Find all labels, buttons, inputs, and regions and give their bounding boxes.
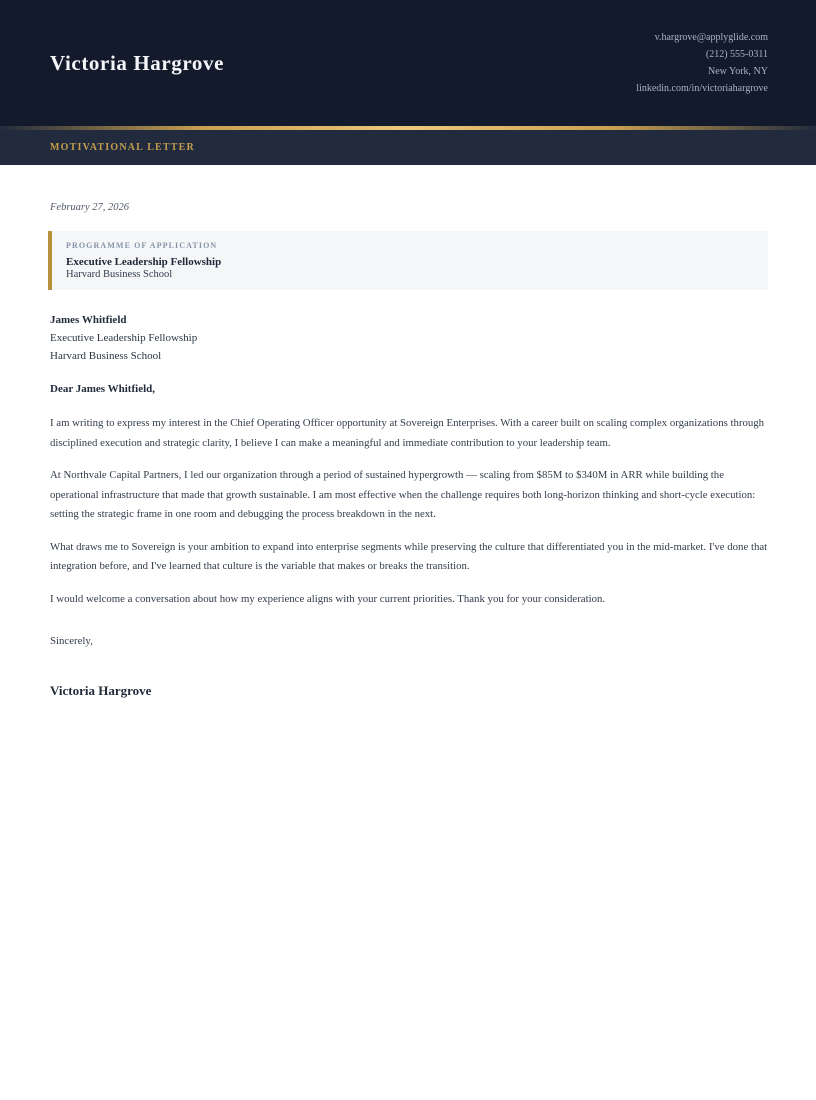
contact-linkedin: linkedin.com/in/victoriahargrove [636,83,768,94]
section-title: MOTIVATIONAL LETTER [50,142,195,153]
salutation: Dear James Whitfield, [50,383,155,395]
recipient-name: James Whitfield [50,314,127,326]
contact-location: New York, NY [707,66,768,77]
letterhead [0,0,816,126]
programme-institution: Harvard Business School [66,269,173,280]
programme-callout [48,231,768,290]
contact-email: v.hargrove@applyglide.com [654,32,768,43]
letter-date: February 27, 2026 [50,202,130,213]
recipient-block [50,311,768,365]
paragraph-4: I would welcome a conversation about how my experience aligns with your current priorities. Thank you for your consideration. [50,592,606,605]
paragraph-3: What draws me to Sovereign is your ambition to expand into enterprise segments while preserving the culture that differentiated you in the mid-market. I've done that integration before, and I've learned that culture is the variable that makes or breaks the transition. [50,540,768,572]
signature-name: Victoria Hargrove [50,683,152,698]
sender-name: Victoria Hargrove [50,50,225,75]
contact-phone: (212) 555-0311 [705,49,768,60]
closing: Sincerely, [50,635,93,647]
paragraph-2: At Northvale Capital Partners, I led our organization through a period of sustained hypergrowth — scaling from $85M to $340M in ARR while building the operational infrastructure that made that growth sustainable. I am most effective when the challenge requires both long-horizon thinking and short-cycle execution: setting the strategic frame in one room and debugging the process breakdown in the next. [50,469,756,520]
programme-title: Executive Leadership Fellowship [66,256,222,268]
programme-eyebrow: PROGRAMME OF APPLICATION [66,241,218,250]
recipient-programme: Executive Leadership Fellowship [50,332,198,344]
recipient-institution: Harvard Business School [50,350,162,362]
contact-block [636,29,768,97]
paragraph-1: I am writing to express my interest in the Chief Operating Officer opportunity at Sovereign Enterprises. With a career built on scaling complex organizations through disciplined execution and strategic clarity, I believe I can make a meaningful and immediate contribution to your leadership team. [50,417,765,449]
section-bar [0,130,816,165]
letter-body [0,165,816,699]
